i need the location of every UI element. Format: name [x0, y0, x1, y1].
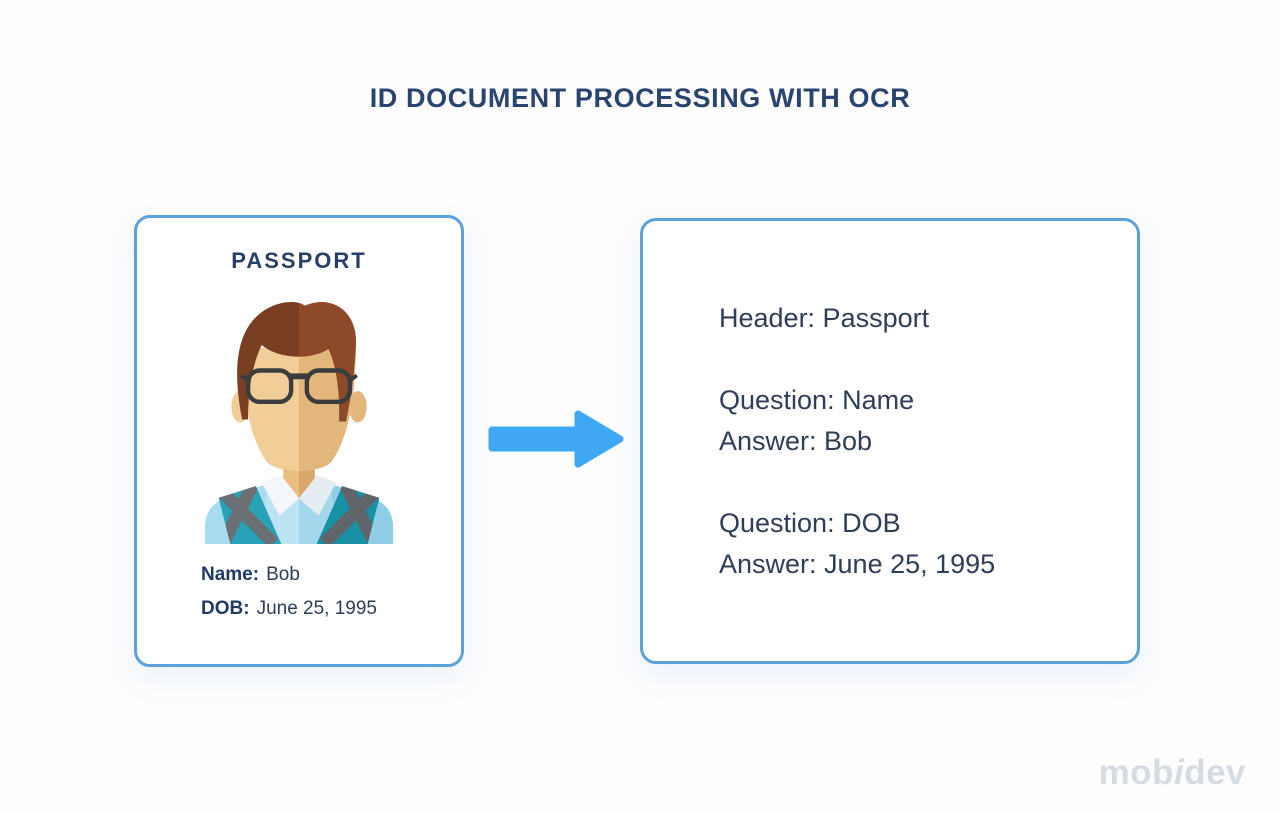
arrow-right-icon [486, 406, 626, 472]
passport-card [134, 215, 464, 667]
passport-field-dob [201, 592, 397, 626]
man-avatar-illustration [201, 294, 397, 544]
logo-part-i: i [1173, 753, 1185, 792]
passport-field-name [201, 558, 397, 592]
passport-photo [201, 294, 397, 544]
logo-part-mob: mob [1098, 753, 1174, 792]
name-value: Bob [266, 564, 300, 585]
ocr-line-header: Header: Passport [719, 302, 930, 333]
ocr-result-card [640, 218, 1140, 664]
ocr-line-answer-dob: Answer: June 25, 1995 [719, 548, 996, 579]
passport-fields [201, 558, 397, 626]
logo-part-dev: dev [1184, 753, 1246, 792]
dob-label: DOB: [201, 598, 250, 619]
passport-card-header: PASSPORT [231, 248, 367, 273]
ocr-line-question-name: Question: Name [719, 384, 915, 415]
ocr-line-answer-name: Answer: Bob [719, 425, 873, 456]
page-title: ID DOCUMENT PROCESSING WITH OCR [369, 83, 911, 113]
mobidev-logo [1099, 753, 1246, 793]
process-arrow [486, 406, 626, 472]
name-label: Name: [201, 564, 260, 585]
ocr-line-question-dob: Question: DOB [719, 507, 901, 538]
dob-value: June 25, 1995 [256, 598, 378, 619]
